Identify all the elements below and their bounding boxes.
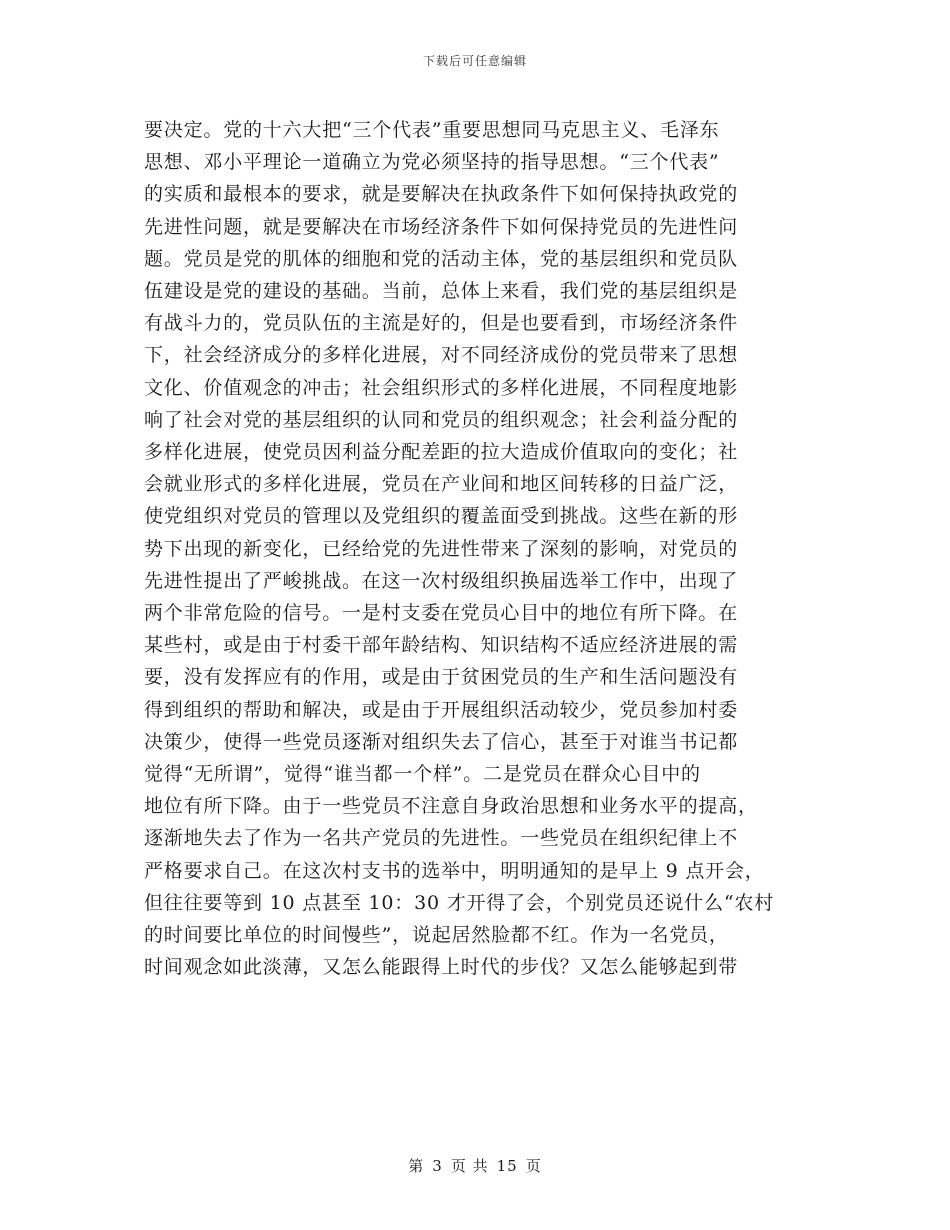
page-header: 下载后可任意编辑 (422, 54, 527, 68)
body-line: 先进性提出了严峻挑战。在这一次村级组织换届选举工作中，出现了 (144, 569, 739, 592)
body-line: 要决定。党的十六大把“三个代表”重要思想同马克思主义、毛泽东 (144, 119, 720, 141)
body-line: 的时间要比单位的时间慢些”，说起居然脸都不红。作为一名党员， (144, 924, 729, 947)
body-line: 的实质和最根本的要求，就是要解决在执政条件下如何保持执政党的 (144, 183, 739, 206)
body-line: 题。党员是党的肌体的细胞和党的活动主体，党的基层组织和党员队 (144, 247, 739, 270)
footer-middle: 页 共 (450, 1157, 489, 1175)
body-line: 觉得“无所谓”，觉得“谁当都一个样”。二是党员在群众心目中的 (144, 763, 701, 786)
body-line: 使党组织对党员的管理以及党组织的覆盖面受到挑战。这些在新的形 (144, 505, 739, 528)
body-line: 响了社会对党的基层组织的认同和党员的组织观念；社会利益分配的 (144, 408, 739, 431)
body-line: 有战斗力的，党员队伍的主流是好的，但是也要看到，市场经济条件 (144, 312, 739, 335)
document-body (144, 114, 824, 983)
body-line: 逐渐地失去了作为一名共产党员的先进性。一些党员在组织纪律上不 (144, 827, 739, 850)
current-page-number: 3 (432, 1157, 443, 1175)
body-line: 势下出现的新变化，已经给党的先进性带来了深刻的影响，对党员的 (144, 537, 739, 560)
body-line: 地位有所下降。由于一些党员不注意自身政治思想和业务水平的提高， (144, 795, 758, 818)
body-line: 得到组织的帮助和解决，或是由于开展组织活动较少，党员参加村委 (144, 698, 739, 721)
body-line: 多样化进展，使党员因利益分配差距的拉大造成价值取向的变化；社 (144, 441, 739, 464)
body-line: 要，没有发挥应有的作用，或是由于贫困党员的生产和生活问题没有 (144, 666, 739, 689)
body-line: 思想、邓小平理论一道确立为党必须坚持的指导思想。“三个代表” (144, 151, 720, 174)
body-line: 决策少，使得一些党员逐渐对组织失去了信心，甚至于对谁当书记都 (144, 730, 739, 753)
footer-suffix: 页 (525, 1157, 542, 1175)
footer-prefix: 第 (408, 1157, 425, 1175)
body-line: 文化、价值观念的冲击；社会组织形式的多样化进展，不同程度地影 (144, 376, 739, 399)
body-line: 某些村，或是由于村委干部年龄结构、知识结构不适应经济进展的需 (144, 634, 739, 657)
body-line: 时间观念如此淡薄，又怎么能跟得上时代的步伐？又怎么能够起到带 (144, 956, 739, 979)
body-line: 先进性问题，就是要解决在市场经济条件下如何保持党员的先进性问 (144, 215, 739, 238)
body-line: 下，社会经济成分的多样化进展，对不同经济成份的党员带来了思想 (144, 344, 739, 367)
body-line: 严格要求自己。在这次村支书的选举中，明明通知的是早上 9 点开会， (144, 859, 765, 882)
body-line: 伍建设是党的建设的基础。当前，总体上来看，我们党的基层组织是 (144, 280, 739, 303)
body-line: 两个非常危险的信号。一是村支委在党员心目中的地位有所下降。在 (144, 602, 739, 625)
page-footer (0, 1155, 950, 1176)
total-pages-number: 15 (496, 1157, 518, 1175)
body-line: 但往往要等到 10 点甚至 10：30 才开得了会，个别党员还说什么“农村 (144, 891, 775, 914)
body-line: 会就业形式的多样化进展，党员在产业间和地区间转移的日益广泛， (144, 473, 739, 496)
